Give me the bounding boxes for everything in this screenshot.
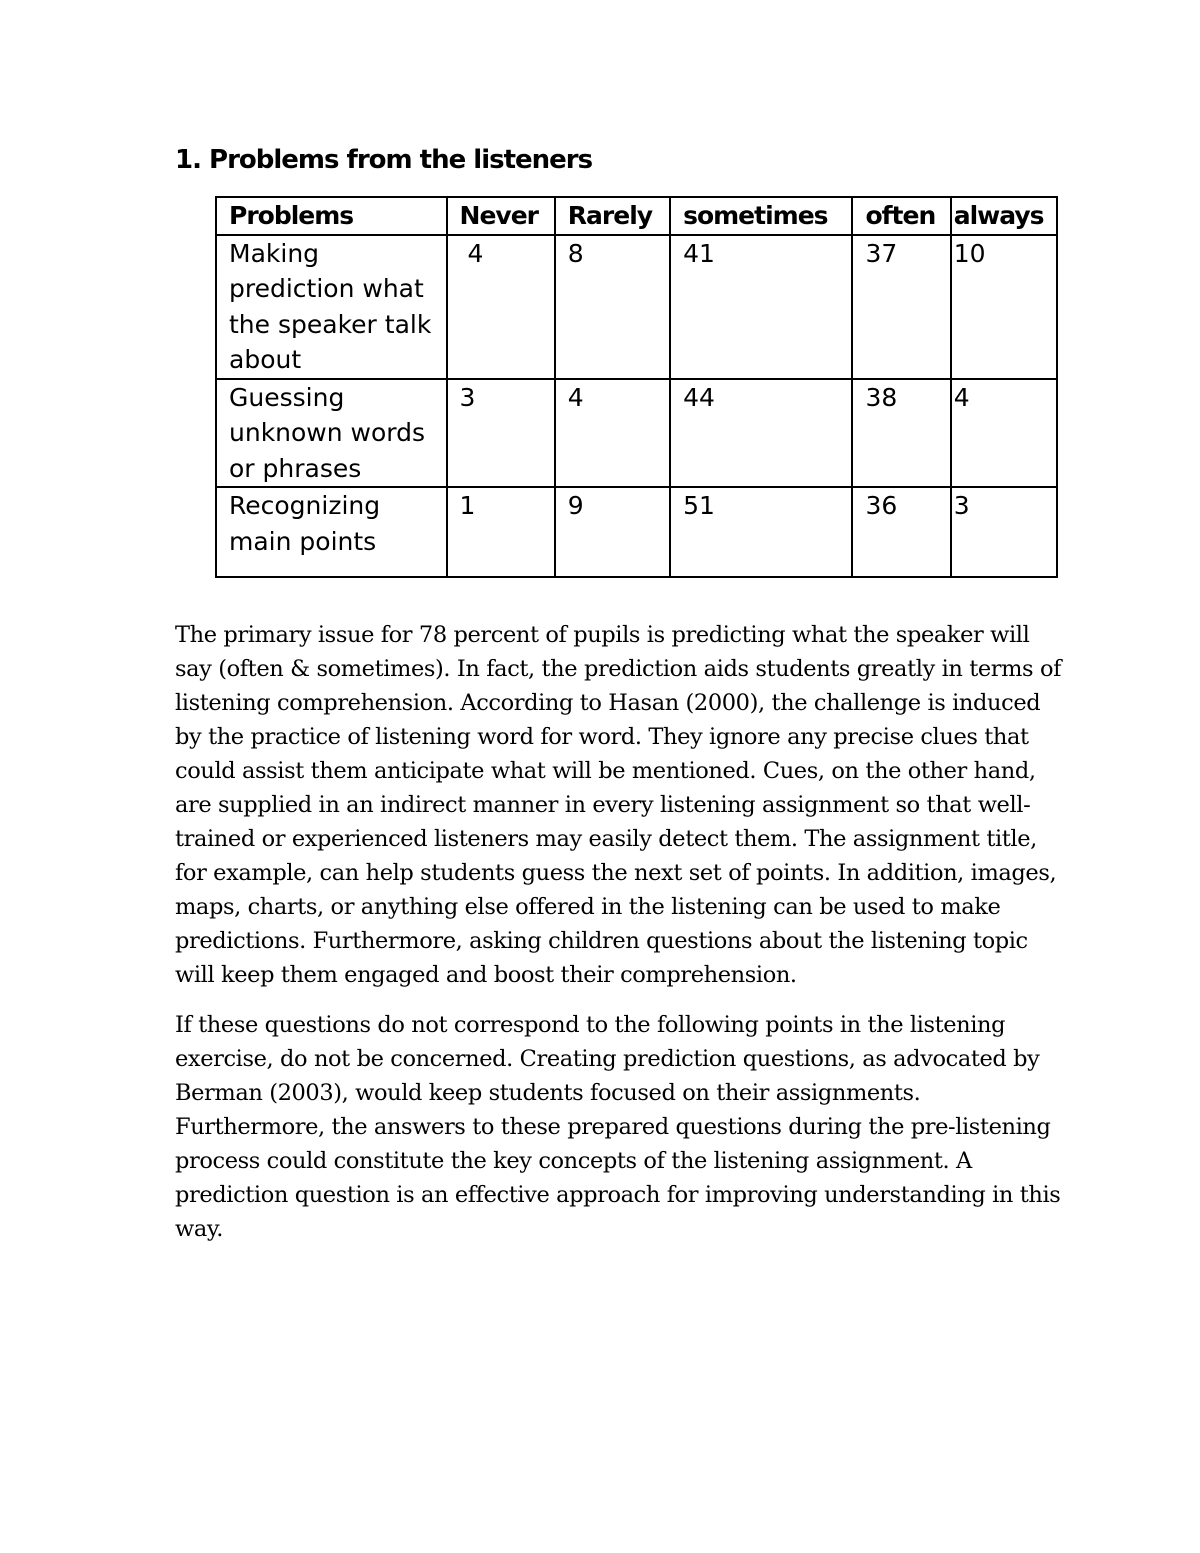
table-header-row: [216, 197, 1057, 235]
sometimes-cell: 44: [670, 379, 852, 488]
table-row: [216, 379, 1057, 488]
header-always: always: [951, 197, 1057, 235]
header-rarely: Rarely: [555, 197, 670, 235]
never-cell: 3: [447, 379, 555, 488]
sometimes-cell: 51: [670, 487, 852, 577]
table-row: [216, 487, 1057, 577]
often-cell: 36: [852, 487, 950, 577]
always-cell: 3: [951, 487, 1057, 577]
often-cell: 37: [852, 235, 950, 379]
often-cell: 38: [852, 379, 950, 488]
table-row: [216, 235, 1057, 379]
body-paragraph: The primary issue for 78 percent of pupils is predicting what the speaker will say (often & sometimes). In fact, the prediction aids students greatly in terms of listening comprehension. According to Hasan (2000), the challenge is induced by the practice of listening word for word. They ignore any precise clues that could assist them anticipate what will be mentioned. Cues, on the other hand, are supplied in an indirect manner in every listening assignment so that well-trained or experienced listeners may easily detect them. The assignment title, for example, can help students guess the next set of points. In addition, images, maps, charts, or anything else offered in the listening can be used to make predictions. Furthermore, asking children questions about the listening topic will keep them engaged and boost their comprehension.: [175, 622, 1062, 988]
body-paragraph: If these questions do not correspond to the following points in the listening exercise, do not be concerned. Creating prediction questions, as advocated by Berman (2003), would keep students focused on their assignments. Furthermore, the answers to these prepared questions during the pre-listening process could constitute the key concepts of the listening assignment. A prediction question is an effective approach for improving understanding in this way.: [175, 1012, 1061, 1242]
header-often: often: [852, 197, 950, 235]
section-heading: 1. Problems from the listeners: [175, 145, 593, 175]
rarely-cell: 4: [555, 379, 670, 488]
problems-table: [215, 196, 1058, 578]
header-never: Never: [447, 197, 555, 235]
problem-cell: Recognizing main points: [216, 487, 447, 577]
sometimes-cell: 41: [670, 235, 852, 379]
header-sometimes: sometimes: [670, 197, 852, 235]
always-cell: 10: [951, 235, 1057, 379]
header-problems: Problems: [216, 197, 447, 235]
never-cell: 4: [447, 235, 555, 379]
never-cell: 1: [447, 487, 555, 577]
always-cell: 4: [951, 379, 1057, 488]
problem-cell: Guessing unknown words or phrases: [216, 379, 447, 488]
problem-cell: Making prediction what the speaker talk about: [216, 235, 447, 379]
rarely-cell: 8: [555, 235, 670, 379]
rarely-cell: 9: [555, 487, 670, 577]
